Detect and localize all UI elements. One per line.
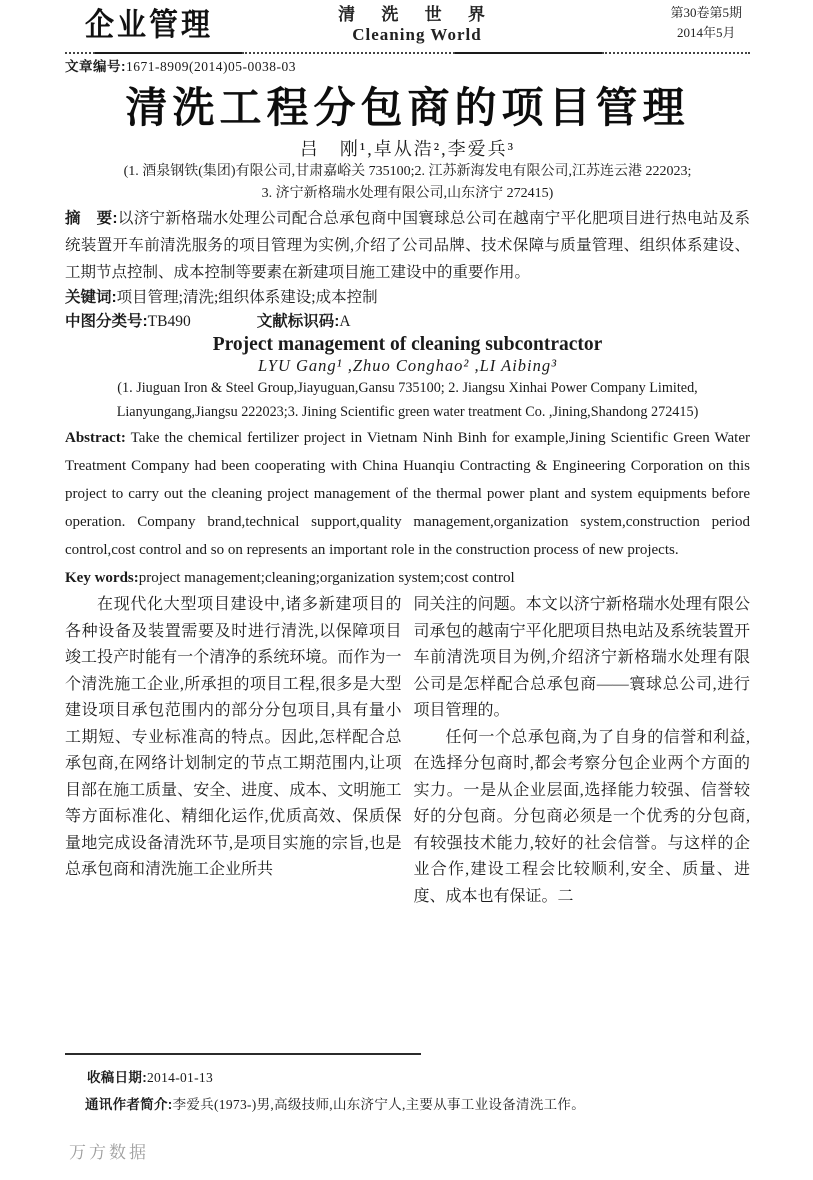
rule-segment bbox=[602, 52, 750, 54]
keywords-en-text: project management;cleaning;organization system;cost control bbox=[138, 570, 515, 586]
article-number-value: 1671-8909(2014)05-0038-03 bbox=[126, 59, 296, 74]
volume-issue: 第30卷第5期 bbox=[670, 5, 742, 20]
article-title-en: Project management of cleaning subcontractor bbox=[212, 334, 603, 355]
rule-segment bbox=[65, 52, 95, 54]
affiliation-line: 3. 济宁新格瑞水处理有限公司,山东济宁 272415) bbox=[261, 186, 554, 201]
body-paragraph: 同关注的问题。本文以济宁新格瑞水处理有限公司承包的越南宁平化肥项目热电站及系统装置开车前清洗项目为例,介绍济宁新格瑞水处理有限公司是怎样配合总承包商——寰球总公司,进行项目管理的。 bbox=[413, 596, 750, 719]
journal-title-cn: 清 洗 世 界 bbox=[338, 5, 496, 24]
affiliation-line: (1. 酒泉钢铁(集团)有限公司,甘肃嘉峪关 735100;2. 江苏新海发电有限公司,江苏连云港 222023; bbox=[123, 164, 692, 179]
keywords-cn bbox=[65, 286, 750, 310]
article-number-label: 文章编号: bbox=[65, 59, 126, 74]
author-bio-label: 通讯作者简介: bbox=[85, 1097, 173, 1112]
clc-value: TB490 bbox=[147, 313, 191, 330]
article-number-line bbox=[65, 55, 750, 75]
affiliation-line-en: Lianyungang,Jiangsu 222023;3. Jining Scientific green water treatment Co. ,Jining,Shandong 272415) bbox=[116, 404, 699, 420]
abstract-cn bbox=[65, 205, 750, 286]
body-columns bbox=[65, 592, 750, 910]
received-date-label: 收稿日期: bbox=[87, 1070, 147, 1085]
abstract-en-label: Abstract: bbox=[65, 430, 126, 446]
abstract-cn-text: 以济宁新格瑞水处理公司配合总承包商中国寰球总公司在越南宁平化肥项目进行热电站及系统装置开车前清洗服务的项目管理为实例,介绍了公司品牌、技术保障与质量管理、组织体系建设、工期节点控制、成本控制等要素在新建项目施工建设中的重要作用。 bbox=[65, 210, 750, 281]
wanfang-watermark: 万方数据 bbox=[69, 1143, 149, 1162]
body-paragraph: 任何一个总承包商,为了自身的信誉和利益,在选择分包商时,都会考察分包企业两个方面的实力。一是从企业层面,选择能力较强、信誉较好的分包商。分包商必须是一个优秀的分包商,有较强技术能力,较好的社会信誉。与这样的企业合作,建设工程会比较顺利,安全、质量、进度、成本也有保证。二 bbox=[413, 728, 750, 905]
abstract-en bbox=[65, 424, 750, 564]
journal-title-block bbox=[338, 0, 496, 45]
body-paragraph: 在现代化大型项目建设中,诸多新建项目的各种设备及装置需要及时进行清洗,以保障项目竣工投产时能有一个清净的系统环境。而作为一个清洗施工企业,所承担的项目工程,很多是大型建设项目承包范围内的部分分包项目,具有量小工期短、专业标准高的特点。因此,怎样配合总承包商,在网络计划制定的节点工期范围内,让项目部在施工质量、安全、进度、成本、文明施工等方面标准化、精细化运作,优质高效、保质保量地完成设备清洗环节,是项目实施的宗旨,也是总承包商和清洗施工企业所共 bbox=[65, 596, 402, 878]
doc-code-value: A bbox=[339, 313, 351, 330]
keywords-en bbox=[65, 564, 750, 592]
doc-code-label: 文献标识码: bbox=[256, 313, 340, 330]
keywords-cn-label: 关键词: bbox=[65, 289, 117, 306]
affiliation-line-en: (1. Jiuguan Iron & Steel Group,Jiayuguan,Gansu 735100; 2. Jiangsu Xinhai Power Company Limited, bbox=[117, 380, 698, 396]
received-date-value: 2014-01-13 bbox=[147, 1070, 213, 1085]
body-left-column bbox=[65, 592, 402, 910]
rule-segment bbox=[455, 52, 602, 54]
author-bio-text: 李爱兵(1973-)男,高级技师,山东济宁人,主要从事工业设备清洗工作。 bbox=[172, 1097, 586, 1112]
author-bio-line bbox=[65, 1093, 750, 1113]
rule-segment bbox=[95, 52, 242, 54]
page-header bbox=[65, 0, 750, 52]
received-date-line bbox=[65, 1066, 750, 1086]
abstract-en-text: Take the chemical fertilizer project in Vietnam Ninh Binh for example,Jining Scientific Green Water Treatment Company had been cooperating with China Huanqiu Contracting & Engineering Corporation on this project to carry out the cleaning project management of the thermal power plant and system equipments before operation. Company brand,technical support,quality management,organization system,construction period control,cost control and so on represents an important role in the construction process of new projects. bbox=[65, 430, 750, 558]
section-logo: 企业管理 bbox=[85, 7, 214, 43]
issue-date: 2014年5月 bbox=[676, 25, 736, 40]
article-title-cn: 清洗工程分包商的项目管理 bbox=[125, 84, 690, 131]
clc-label: 中图分类号: bbox=[65, 313, 148, 330]
affiliations-cn bbox=[65, 161, 750, 205]
authors-en: LYU Gang¹ ,Zhuo Conghao² ,LI Aibing³ bbox=[257, 356, 558, 375]
clc-item bbox=[65, 310, 191, 334]
journal-title-en: Cleaning World bbox=[352, 25, 482, 44]
body-right-column bbox=[414, 592, 751, 910]
authors-cn: 吕 刚¹,卓从浩²,李爱兵³ bbox=[299, 139, 516, 159]
classification-line bbox=[65, 310, 750, 334]
rule-segment bbox=[242, 52, 455, 54]
doc-code-item bbox=[257, 310, 351, 334]
keywords-cn-text: 项目管理;清洗;组织体系建设;成本控制 bbox=[116, 289, 378, 306]
footnote-block bbox=[65, 1053, 750, 1113]
keywords-en-label: Key words: bbox=[65, 570, 139, 586]
abstract-cn-label: 摘 要: bbox=[65, 210, 118, 227]
issue-info bbox=[670, 3, 742, 43]
affiliations-en bbox=[65, 376, 750, 424]
footnote-rule bbox=[65, 1053, 421, 1055]
